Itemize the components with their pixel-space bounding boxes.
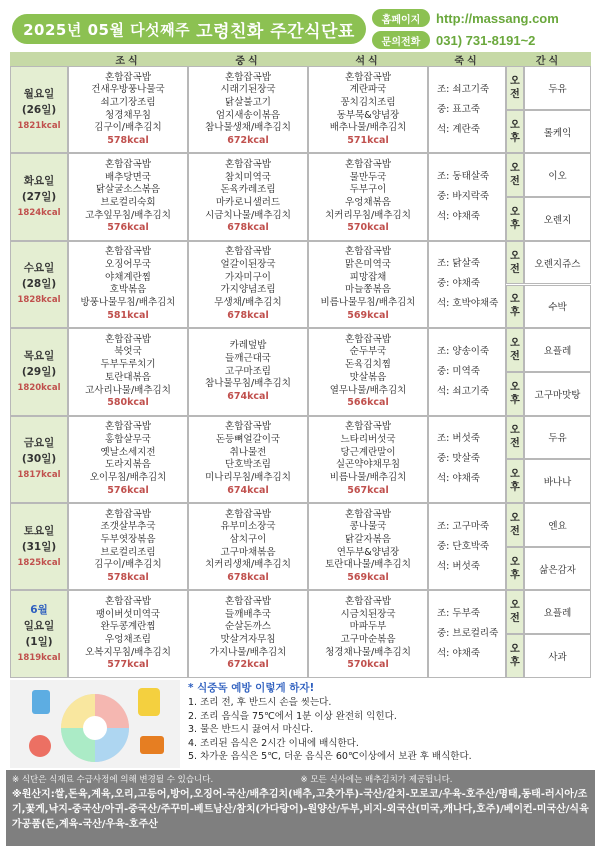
menu-item: 유부미소장국 bbox=[220, 521, 276, 533]
menu-item: 브로컬리조림 bbox=[100, 546, 156, 558]
breakfast-cell bbox=[68, 590, 188, 677]
day-kcal: 1828kcal bbox=[17, 295, 61, 306]
porridge-item: 중: 바지락죽 bbox=[437, 191, 490, 203]
menu-item: 오복지무침/배추김치 bbox=[85, 646, 171, 658]
day-name: 화요일 bbox=[23, 175, 55, 188]
menu-change-note: ※ 식단은 식재료 수급사정에 의해 변경될 수 있습니다. bbox=[12, 775, 214, 785]
menu-item: 두부엿장볶음 bbox=[100, 533, 156, 545]
menu-item: 가지양념조림 bbox=[220, 284, 276, 296]
menu-item: 고추잎무침/배추김치 bbox=[85, 209, 171, 221]
food-safety-section bbox=[10, 680, 591, 768]
lunch-kcal: 674kcal bbox=[227, 484, 269, 496]
menu-item: 맛살볶음 bbox=[349, 371, 387, 383]
menu-item: 피망잡채 bbox=[349, 271, 387, 283]
day-cell bbox=[10, 416, 68, 503]
snack-label-char: 후 bbox=[510, 307, 520, 319]
menu-item: 미나리무침/배추김치 bbox=[205, 471, 291, 483]
menu-item: 오이무침/배추김치 bbox=[89, 471, 167, 483]
notes-top-row bbox=[12, 773, 589, 787]
porridge-item: 석: 호박야채죽 bbox=[437, 298, 499, 310]
page-title bbox=[12, 14, 366, 44]
day-kcal: 1824kcal bbox=[17, 208, 61, 219]
food-safety-text bbox=[188, 680, 591, 764]
menu-item: 돈육카레조림 bbox=[220, 184, 276, 196]
porridge-item: 조: 두부죽 bbox=[437, 608, 480, 620]
day-date: (30일) bbox=[21, 453, 57, 466]
menu-item: 혼합잡곡밥 bbox=[345, 421, 391, 433]
menu-item: 순살돈까스 bbox=[225, 621, 271, 633]
snack-pm-item: 삶은감자 bbox=[524, 547, 591, 591]
menu-item: 고구마순볶음 bbox=[340, 634, 396, 646]
snack-label-pm bbox=[506, 634, 524, 678]
porridge-item: 석: 야채죽 bbox=[437, 211, 480, 223]
menu-item: 고구마조림 bbox=[225, 365, 271, 377]
menu-item: 방풍나물무침/배추김치 bbox=[80, 297, 176, 309]
snack-label-pm bbox=[506, 372, 524, 416]
menu-item: 옛날소세지전 bbox=[100, 446, 156, 458]
snack-label-char: 후 bbox=[510, 394, 520, 406]
snack-pm-item: 바나나 bbox=[524, 459, 591, 503]
dinner-cell bbox=[308, 241, 428, 328]
snack-label-char: 전 bbox=[510, 351, 520, 363]
menu-item: 혼합잡곡밥 bbox=[105, 508, 151, 520]
menu-item: 혼합잡곡밥 bbox=[345, 246, 391, 258]
breakfast-cell bbox=[68, 66, 188, 153]
menu-item: 돈등뼈얼갈이국 bbox=[215, 433, 281, 445]
day-cell bbox=[10, 66, 68, 153]
day-date: (31일) bbox=[21, 540, 57, 553]
lunch-cell bbox=[188, 66, 308, 153]
menu-item: 들깨근대국 bbox=[225, 352, 271, 364]
menu-item: 취나물전 bbox=[229, 446, 267, 458]
porridge-item: 중: 맛살죽 bbox=[437, 453, 480, 465]
month-label: 6월 bbox=[30, 604, 48, 617]
menu-item: 열무나물/배추김치 bbox=[329, 384, 407, 396]
dinner-cell bbox=[308, 328, 428, 415]
snack-label-pm bbox=[506, 197, 524, 241]
porridge-cell bbox=[428, 590, 506, 677]
origin-note: ※원산지:쌀,돈육,계육,오리,고등어,방어,오징어-국산/배추김치(배추,고춧가루)-국산/갈치-모로코/우육-호주산/명태,동태-러시아/조기,꽃게,낙지-중국산/아귀-중국산/주꾸미-베트남산/참치(가다랑어)-원양산/두부,비지-외국산(미국,캐나다,호주)/베이컨-미국산/식육가공품(돈,계육-국산/우육-호주산 bbox=[12, 789, 589, 830]
col-header-lunch: 중식 bbox=[188, 52, 308, 66]
snack-label-pm bbox=[506, 110, 524, 154]
menu-item: 가지나물/배추김치 bbox=[209, 646, 287, 658]
porridge-item: 석: 쇠고기죽 bbox=[437, 385, 490, 397]
snack-pm-item: 롤케익 bbox=[524, 110, 591, 154]
snack-label-char: 오 bbox=[510, 556, 520, 568]
menu-item: 혼합잡곡밥 bbox=[345, 71, 391, 83]
porridge-item: 조: 고구마죽 bbox=[437, 520, 490, 532]
homepage-link[interactable]: http://massang.com bbox=[436, 10, 559, 26]
day-date: (27일) bbox=[21, 191, 57, 204]
snack-label-am bbox=[506, 153, 524, 197]
breakfast-kcal: 578kcal bbox=[107, 135, 149, 147]
food-safety-title: * 식중독 예방 이렇게 하자! bbox=[188, 682, 315, 694]
porridge-cell bbox=[428, 503, 506, 590]
snack-label-am bbox=[506, 590, 524, 634]
menu-item: 브로컬리숙회 bbox=[100, 197, 156, 209]
breakfast-cell bbox=[68, 416, 188, 503]
menu-item: 청경채무침 bbox=[105, 109, 151, 121]
menu-item: 북엇국 bbox=[114, 346, 142, 358]
menu-item: 닭갈자볶음 bbox=[345, 533, 391, 545]
menu-item: 혼합잡곡밥 bbox=[345, 333, 391, 345]
snack-label-pm bbox=[506, 547, 524, 591]
day-cell bbox=[10, 153, 68, 240]
lunch-cell bbox=[188, 416, 308, 503]
menu-item: 김구이/배추김치 bbox=[94, 122, 162, 134]
menu-item: 혼합잡곡밥 bbox=[345, 595, 391, 607]
menu-item: 혼합잡곡밥 bbox=[105, 595, 151, 607]
day-kcal: 1820kcal bbox=[17, 382, 61, 393]
menu-item: 얼갈이된장국 bbox=[220, 259, 276, 271]
dinner-kcal: 567kcal bbox=[347, 484, 389, 496]
snack-label-char: 전 bbox=[510, 176, 520, 188]
porridge-item: 조: 버섯죽 bbox=[437, 433, 480, 445]
dinner-cell bbox=[308, 416, 428, 503]
breakfast-kcal: 576kcal bbox=[107, 484, 149, 496]
menu-item: 혼합잡곡밥 bbox=[105, 71, 151, 83]
snack-label-pm bbox=[506, 459, 524, 503]
snack-label-char: 오 bbox=[510, 512, 520, 524]
snack-label-char: 전 bbox=[510, 525, 520, 537]
snack-label-char: 오 bbox=[510, 338, 520, 350]
menu-item: 토란대나물/배추김치 bbox=[325, 559, 411, 571]
porridge-item: 중: 표고죽 bbox=[437, 103, 480, 115]
porridge-item: 석: 야채죽 bbox=[437, 648, 480, 660]
snack-label-char: 전 bbox=[510, 438, 520, 450]
menu-item: 혼합잡곡밥 bbox=[105, 421, 151, 433]
dinner-kcal: 570kcal bbox=[347, 222, 389, 234]
dinner-kcal: 571kcal bbox=[347, 135, 389, 147]
snack-am-item: 요플레 bbox=[524, 590, 591, 634]
col-header-porridge: 죽식 bbox=[428, 52, 506, 66]
snack-label-am bbox=[506, 66, 524, 110]
title-main: 고령친화 주간식단표 bbox=[196, 21, 355, 42]
snack-label-am bbox=[506, 503, 524, 547]
menu-item: 혼합잡곡밥 bbox=[105, 333, 151, 345]
menu-item: 호박볶음 bbox=[109, 284, 147, 296]
menu-table bbox=[10, 52, 591, 678]
menu-item: 혼합잡곡밥 bbox=[225, 246, 271, 258]
menu-item: 치커리무침/배추김치 bbox=[325, 209, 411, 221]
menu-item: 들깨배추국 bbox=[225, 608, 271, 620]
snack-label-char: 오 bbox=[510, 250, 520, 262]
breakfast-cell bbox=[68, 153, 188, 240]
menu-item: 꽁치김치조림 bbox=[340, 96, 396, 108]
snack-label-am bbox=[506, 328, 524, 372]
menu-item: 엄지새송이볶음 bbox=[215, 109, 281, 121]
dinner-kcal: 570kcal bbox=[347, 659, 389, 671]
homepage-row bbox=[372, 8, 598, 28]
menu-item: 비름나물무침/배추김치 bbox=[320, 297, 416, 309]
snack-am-item: 두유 bbox=[524, 416, 591, 460]
menu-item: 우엉채볶음 bbox=[345, 197, 391, 209]
snack-label-char: 오 bbox=[510, 294, 520, 306]
menu-item: 도라지볶음 bbox=[105, 459, 151, 471]
menu-item: 건새우방풍나물국 bbox=[91, 84, 165, 96]
porridge-item: 석: 야채죽 bbox=[437, 473, 480, 485]
kimchi-note: ※ 모든 식사에는 배추김치가 제공됩니다. bbox=[300, 775, 453, 785]
notes-footer bbox=[6, 770, 595, 846]
lunch-cell bbox=[188, 241, 308, 328]
breakfast-kcal: 581kcal bbox=[107, 309, 149, 321]
phone-row bbox=[372, 30, 598, 50]
dinner-kcal: 566kcal bbox=[347, 397, 389, 409]
breakfast-kcal: 578kcal bbox=[107, 572, 149, 584]
food-safety-rule: 1. 조리 전, 후 반드시 손을 씻는다. bbox=[188, 697, 332, 708]
snack-label-char: 오 bbox=[510, 381, 520, 393]
lunch-kcal: 678kcal bbox=[227, 572, 269, 584]
menu-item: 혼합잡곡밥 bbox=[105, 246, 151, 258]
menu-item: 혼합잡곡밥 bbox=[225, 595, 271, 607]
menu-item: 혼합잡곡밥 bbox=[345, 158, 391, 170]
porridge-item: 석: 계란죽 bbox=[437, 123, 480, 135]
snack-label-char: 오 bbox=[510, 643, 520, 655]
menu-item: 시금치된장국 bbox=[340, 608, 396, 620]
snack-am-item: 엔요 bbox=[524, 503, 591, 547]
food-safety-rule: 5. 차가운 음식은 5℃, 더운 음식은 60℃이상에서 보관 후 배식한다. bbox=[188, 751, 472, 763]
food-safety-rule: 2. 조리 음식을 75℃에서 1분 이상 완전히 익힌다. bbox=[188, 710, 397, 722]
snack-label-char: 전 bbox=[510, 263, 520, 275]
menu-item: 혼합잡곡밥 bbox=[105, 158, 151, 170]
menu-item: 연두부&양념장 bbox=[336, 546, 400, 558]
menu-item: 혼합잡곡밥 bbox=[225, 158, 271, 170]
menu-item: 순두부국 bbox=[349, 346, 387, 358]
porridge-item: 조: 양송이죽 bbox=[437, 345, 490, 357]
porridge-item: 조: 쇠고기죽 bbox=[437, 83, 490, 95]
menu-item: 참치미역국 bbox=[225, 171, 271, 183]
day-cell bbox=[10, 590, 68, 677]
menu-item: 고사리나물/배추김치 bbox=[85, 384, 171, 396]
menu-item: 참나물무침/배추김치 bbox=[205, 378, 291, 390]
breakfast-kcal: 577kcal bbox=[107, 659, 149, 671]
day-name: 수요일 bbox=[23, 262, 55, 275]
phone-number: 031) 731-8191~2 bbox=[436, 32, 536, 48]
snack-label-char: 오 bbox=[510, 163, 520, 175]
menu-item: 혼합잡곡밥 bbox=[225, 71, 271, 83]
snack-am-item: 오렌지쥬스 bbox=[524, 241, 591, 285]
day-kcal: 1821kcal bbox=[17, 120, 61, 131]
day-kcal: 1817kcal bbox=[17, 470, 61, 481]
porridge-item: 중: 단호박죽 bbox=[437, 540, 490, 552]
snack-label-char: 후 bbox=[510, 656, 520, 668]
day-date: (29일) bbox=[21, 365, 57, 378]
food-safety-rule: 3. 물은 반드시 끓여서 마신다. bbox=[188, 724, 314, 736]
menu-item: 무생채/배추김치 bbox=[214, 297, 282, 309]
lunch-cell bbox=[188, 590, 308, 677]
porridge-cell bbox=[428, 66, 506, 153]
porridge-cell bbox=[428, 241, 506, 328]
snack-label-char: 오 bbox=[510, 75, 520, 87]
food-safety-rule: 4. 조리된 음식은 2시간 이내에 배식한다. bbox=[188, 737, 359, 749]
day-cell bbox=[10, 328, 68, 415]
snack-label-am bbox=[506, 416, 524, 460]
snack-label-char: 오 bbox=[510, 206, 520, 218]
menu-item: 마카로니샐러드 bbox=[215, 197, 281, 209]
food-safety-illustration bbox=[10, 680, 180, 768]
snack-label-char: 오 bbox=[510, 600, 520, 612]
menu-item: 우엉채조림 bbox=[105, 634, 151, 646]
day-name: 월요일 bbox=[23, 87, 55, 100]
day-name: 토요일 bbox=[23, 524, 55, 537]
menu-item: 닭살불고기 bbox=[225, 96, 271, 108]
menu-item: 시래기된장국 bbox=[220, 84, 276, 96]
menu-item: 당근계란말이 bbox=[340, 446, 396, 458]
porridge-item: 중: 브로컬리죽 bbox=[437, 628, 499, 640]
menu-item: 삼치구이 bbox=[229, 533, 267, 545]
snack-label-char: 전 bbox=[510, 88, 520, 100]
porridge-item: 조: 동태살죽 bbox=[437, 171, 490, 183]
porridge-item: 중: 야채죽 bbox=[437, 278, 480, 290]
snack-label-char: 후 bbox=[510, 482, 520, 494]
menu-item: 참나물생채/배추김치 bbox=[205, 122, 291, 134]
header bbox=[8, 6, 596, 50]
snack-pm-item: 오렌지 bbox=[524, 197, 591, 241]
menu-item: 홍합살무국 bbox=[105, 433, 151, 445]
menu-item: 콩나물국 bbox=[349, 521, 387, 533]
menu-item: 느타리버섯국 bbox=[340, 433, 396, 445]
menu-item: 배추당면국 bbox=[105, 171, 151, 183]
breakfast-cell bbox=[68, 241, 188, 328]
menu-item: 실곤약야채무침 bbox=[335, 459, 401, 471]
lunch-kcal: 678kcal bbox=[227, 309, 269, 321]
phone-label: 문의전화 bbox=[372, 31, 430, 49]
menu-item: 치커리생채/배추김치 bbox=[205, 559, 291, 571]
menu-item: 배추나물/배추김치 bbox=[329, 122, 407, 134]
snack-label-char: 후 bbox=[510, 132, 520, 144]
breakfast-kcal: 576kcal bbox=[107, 222, 149, 234]
menu-item: 비름나물/배추김치 bbox=[329, 471, 407, 483]
col-header-breakfast: 조식 bbox=[68, 52, 188, 66]
menu-item: 돈육김치찜 bbox=[345, 359, 391, 371]
snack-pm-item: 고구마맛탕 bbox=[524, 372, 591, 416]
lunch-cell bbox=[188, 328, 308, 415]
breakfast-cell bbox=[68, 328, 188, 415]
breakfast-cell bbox=[68, 503, 188, 590]
day-name: 일요일 bbox=[23, 620, 55, 633]
menu-item: 혼합잡곡밥 bbox=[225, 421, 271, 433]
dinner-kcal: 569kcal bbox=[347, 309, 389, 321]
snack-label-am bbox=[506, 241, 524, 285]
menu-item: 카레덮밥 bbox=[229, 340, 267, 352]
day-date: (1일) bbox=[25, 636, 53, 649]
porridge-cell bbox=[428, 328, 506, 415]
dinner-cell bbox=[308, 66, 428, 153]
menu-item: 마파두부 bbox=[349, 621, 387, 633]
snack-am-item: 두유 bbox=[524, 66, 591, 110]
lunch-cell bbox=[188, 153, 308, 240]
snack-label-char: 후 bbox=[510, 569, 520, 581]
day-cell bbox=[10, 241, 68, 328]
menu-item: 가자미구이 bbox=[225, 271, 271, 283]
menu-item: 야채계란찜 bbox=[105, 271, 151, 283]
menu-item: 완두콩계란찜 bbox=[100, 621, 156, 633]
menu-item: 두부두루치기 bbox=[100, 359, 156, 371]
snack-label-char: 오 bbox=[510, 469, 520, 481]
menu-item: 마늘쫑볶음 bbox=[345, 284, 391, 296]
menu-item: 혼합잡곡밥 bbox=[345, 508, 391, 520]
menu-item: 두부구이 bbox=[349, 184, 387, 196]
day-kcal: 1819kcal bbox=[17, 653, 61, 664]
snack-label-char: 후 bbox=[510, 219, 520, 231]
col-header-dinner: 석식 bbox=[308, 52, 428, 66]
lunch-kcal: 674kcal bbox=[227, 390, 269, 402]
day-date: (28일) bbox=[21, 278, 57, 291]
porridge-item: 석: 버섯죽 bbox=[437, 560, 480, 572]
homepage-label: 홈페이지 bbox=[372, 9, 430, 27]
day-name: 목요일 bbox=[23, 349, 55, 362]
menu-item: 혼합잡곡밥 bbox=[225, 508, 271, 520]
menu-item: 토란대볶음 bbox=[105, 371, 151, 383]
menu-item: 김구이/배추김치 bbox=[94, 559, 162, 571]
breakfast-kcal: 580kcal bbox=[107, 397, 149, 409]
snack-pm-item: 수박 bbox=[524, 285, 591, 329]
menu-item: 오징어무국 bbox=[105, 259, 151, 271]
day-name: 금요일 bbox=[23, 437, 55, 450]
menu-item: 물만두국 bbox=[349, 171, 387, 183]
menu-item: 고구마채볶음 bbox=[220, 546, 276, 558]
snack-am-item: 이오 bbox=[524, 153, 591, 197]
porridge-item: 중: 미역죽 bbox=[437, 365, 480, 377]
menu-item: 조갯살부추국 bbox=[100, 521, 156, 533]
porridge-cell bbox=[428, 153, 506, 240]
snack-am-item: 요플레 bbox=[524, 328, 591, 372]
menu-item: 쇠고기장조림 bbox=[100, 96, 156, 108]
snack-label-char: 전 bbox=[510, 613, 520, 625]
lunch-kcal: 672kcal bbox=[227, 659, 269, 671]
title-prefix: 2025년 05월 다섯째주 bbox=[23, 20, 191, 39]
snack-label-char: 오 bbox=[510, 119, 520, 131]
dinner-cell bbox=[308, 503, 428, 590]
menu-item: 시금치나물/배추김치 bbox=[205, 209, 291, 221]
snack-pm-item: 사과 bbox=[524, 634, 591, 678]
porridge-item: 조: 닭살죽 bbox=[437, 258, 480, 270]
menu-item: 맑은미역국 bbox=[345, 259, 391, 271]
menu-item: 단호박조림 bbox=[225, 459, 271, 471]
snack-label-pm bbox=[506, 285, 524, 329]
menu-item: 동부묵&양념장 bbox=[336, 109, 400, 121]
menu-item: 맛살겨자무침 bbox=[220, 634, 276, 646]
day-date: (26일) bbox=[21, 103, 57, 116]
dinner-cell bbox=[308, 590, 428, 677]
day-kcal: 1825kcal bbox=[17, 557, 61, 568]
menu-item: 닭살굴소스볶음 bbox=[95, 184, 161, 196]
porridge-cell bbox=[428, 416, 506, 503]
snack-label-char: 오 bbox=[510, 425, 520, 437]
dinner-cell bbox=[308, 153, 428, 240]
menu-item: 청경채나물/배추김치 bbox=[325, 646, 411, 658]
menu-item: 계란파국 bbox=[349, 84, 387, 96]
day-cell bbox=[10, 503, 68, 590]
lunch-kcal: 678kcal bbox=[227, 222, 269, 234]
contact-info bbox=[372, 8, 598, 52]
col-header-snack: 간식 bbox=[506, 52, 591, 66]
col-header-day bbox=[10, 52, 68, 66]
menu-item: 팽이버섯미역국 bbox=[95, 608, 161, 620]
lunch-kcal: 672kcal bbox=[227, 135, 269, 147]
dinner-kcal: 569kcal bbox=[347, 572, 389, 584]
lunch-cell bbox=[188, 503, 308, 590]
